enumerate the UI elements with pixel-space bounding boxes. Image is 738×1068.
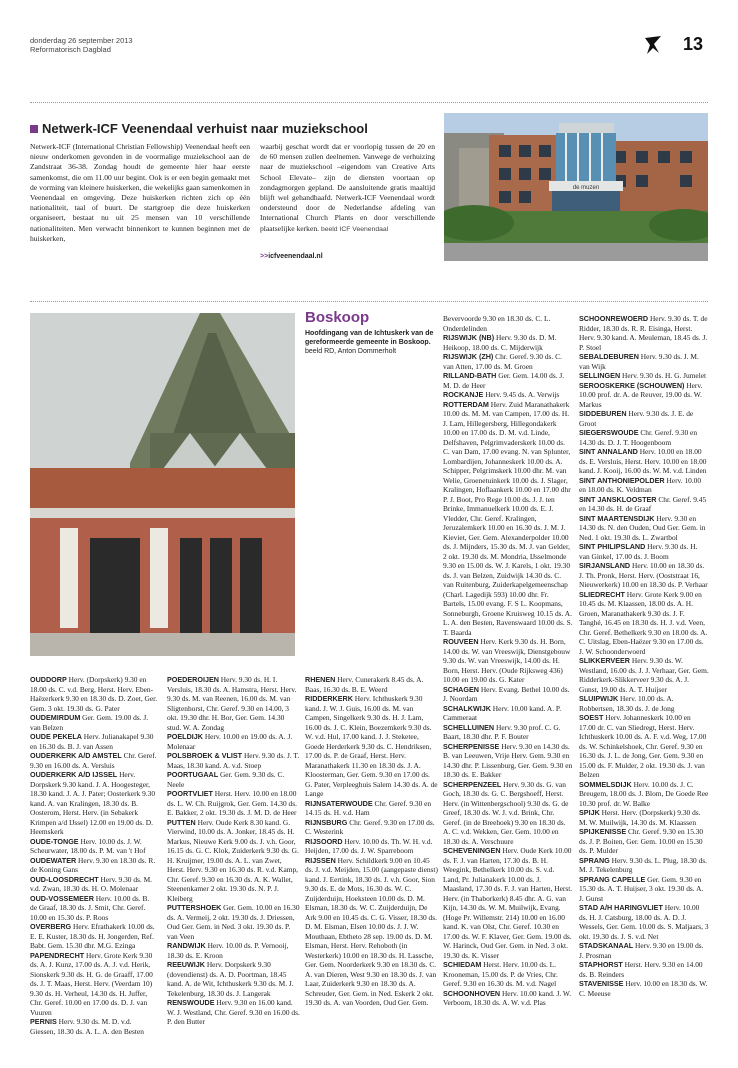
- service-times: Ger. Gem. 14.00 ds. J. M. D. de Heer: [443, 371, 565, 390]
- listing-entry: [167, 789, 300, 818]
- listing-entry: [167, 770, 300, 789]
- listing-entry: [305, 675, 438, 694]
- place-name: ROCKANJE: [443, 390, 484, 399]
- listing-entry: [30, 713, 158, 732]
- service-times: Herv. Grote Kerk 9.00 en 10.45 ds. M. Klaassen, 18.00 ds. A. H. Groen, Maranathakerk 9.30 ds. J. F. Tanghé, 16.45 en 18.30 ds. H. J. v.d. Veen, Chr. Geref. Bethelkerk 9.30 en 18.00 ds. A. C. Uitslag, Eben-Haëzer 9.30 en 17.00 ds. J. W. Schoonderwoerd: [579, 589, 708, 656]
- service-times: Herv. 9.30 ds. H. I. Versluis, 18.30 ds. A. Hamstra, Herst. Herv. 9.30 ds. M. van Reenen, 16.00 ds. M. van Sligtenhorst, Chr. Geref. 9.30 en 14.00, 3 okt. 19.30 dhr. H. Bor, Ger. Gem. 14.30 stud. W. A. Zondag: [167, 675, 297, 732]
- place-name: ROUVEEN: [443, 637, 479, 646]
- listing-column-2: [167, 675, 300, 1027]
- place-name: STAD A/H HARINGVLIET: [579, 903, 663, 912]
- service-times: Herv. 9.30 ds. M. D. v.d. Giessen, 18.30 ds. A. L. A. den Besten: [30, 1017, 144, 1036]
- listing-entry: [443, 780, 573, 847]
- service-times: Herv. Evang. Bethel 10.00 ds. J. Noordam: [443, 684, 570, 703]
- header-date: donderdag 26 september 2013: [30, 36, 133, 45]
- service-times: Herv. 9.30 en 18.30 ds. R. de Koning Gans: [30, 855, 156, 874]
- service-times: Herv. 9.30 ds. H. van Ginkel, 17.00 ds. J. Boom: [579, 542, 698, 561]
- listing-entry: [579, 780, 709, 809]
- article-column-2: [260, 142, 435, 235]
- place-name: PAPENDRECHT: [30, 950, 85, 960]
- place-name: SLIEDRECHT: [579, 589, 625, 599]
- service-times: Herv. 10.00 ds. A. Robbertsen, 18.30 ds. J. de Jong: [579, 694, 675, 713]
- photo-credit: beeld ICF Veenendaal: [320, 225, 389, 233]
- service-times: Herv. 10.00 prof. dr. A. de Reuver, 19.00 ds. W. Markus: [579, 380, 703, 409]
- article-column-1: Netwerk-ICF (International Christian Fellowship) Veenendaal heeft een nieuw onderkomen gevonden in de voormalige muziekschool aan de Zandstraat 36-38. Zondag houdt de gemeente hier haar eerste samenkomst, die om 11.00 uur begint. Ook is er een begin gemaakt met de vorming van kleinere huiskerken, die wekelijks gaan samenkomen in Veenendaal en omgeving. Deze huiskerken richten zich op één nationaliteit, taal of buurt. De startgroep die deze huiskerken organiseert, bestaat nu uit 25 mensen van 10 verschillende nationaliteiten. Men verwacht binnenkort te kunnen beginnen met de huiskerken,: [30, 142, 250, 243]
- place-name: RILLAND-BATH: [443, 371, 497, 380]
- service-times: Herv. 9.30 ds. J. T. Maas, 18.30 kand. A. v.d. Stoep: [167, 751, 300, 770]
- place-name: RHENEN: [305, 675, 336, 684]
- service-times: Herv. 9.30 ds. L. Plug, 18.30 ds. M. J. Tekelenburg: [579, 855, 708, 874]
- ichtuskerk-photo: [30, 313, 295, 656]
- service-times: Herv. 10.00 kand. A. P. Cammeraat: [443, 703, 562, 722]
- place-name: SCHOONHOVEN: [443, 988, 501, 998]
- place-name: PUTTEN: [167, 817, 196, 827]
- place-name: SELLINGEN: [579, 371, 621, 380]
- place-name: SINT JANSKLOOSTER: [579, 494, 657, 504]
- place-name: OUDDORP: [30, 675, 67, 684]
- listing-entry: [579, 656, 709, 694]
- listing-entry: [579, 875, 709, 904]
- listing-entry: [305, 856, 438, 1008]
- place-name: SIRJANSLAND: [579, 561, 631, 570]
- service-times: Herv. Oude Kerk 10.00 ds. F. J. van Harten, 17.30 ds. B. H. Weegink, Bethelkerk 10.00 ds. S. v.d. Land, Pr. Julianakerk 10.00 ds. J. Maasland, 17.30 ds. F. J. van Harten, Herst. Herv. (in Thaborkerk) 8.45 dhr. A. G. van Kijn, 14.30 ds. W. M. Muilwijk, Evang. (Hoge Pr. Willemstr. 214) 10.00 en 16.00 kand. K. van Olst, Chr. Geref. 10.30 en 17.00 ds. W. F. Klaver, Ger. Gem. 19.00 ds. W. Harinck, Oud Ger. Gem. in Ned. 3 okt. 19.30 ds. K. Visser: [443, 846, 573, 960]
- place-name: POLSBROEK & VLIST: [167, 751, 243, 760]
- service-times: Herv. Julianakapel 9.30 en 16.30 ds. B. J. van Assen: [30, 732, 154, 751]
- service-times: Chr. Geref. 9.30 en 15.30 ds. J. P. Boiten, Ger. Gem. 10.00 en 15.30 ds. P. Mulder: [579, 827, 704, 855]
- listing-entry: [167, 732, 300, 751]
- listing-entry: [443, 352, 573, 371]
- service-times: Chr. Geref. 9.45 en 14.30 ds. H. de Graaf: [579, 494, 707, 513]
- service-times: Herv. 9.30 ds. J. M. van Wijk: [579, 352, 699, 371]
- divider: [30, 102, 708, 103]
- place-name: RENSWOUDE: [167, 998, 215, 1007]
- service-times: Herv. 10.00 ds. J. W. Scheurwater, 18.00 ds. P. M. van 't Hof: [30, 836, 146, 855]
- place-name: SPIJKENISSE: [579, 827, 627, 836]
- place-name: SIEGERSWOUDE: [579, 428, 639, 437]
- link-arrow-icon: >>: [260, 253, 269, 260]
- place-name: RIJSWIJK (ZH): [443, 352, 494, 361]
- service-times: Herv. Ichthuskerk 9.30 kand. J. W. J. Guis, 16.00 ds. M. van Campen, Singelkerk 9.30 ds. H. J. Lam, 16.00 ds. J. C. Klein, Boezemkerk 9.30 ds. W. v.d. Hul, 17.00 kand. J. J. Steketee, Goede Herderkerk 9.30 ds. C. Hendriksen, 17.00 ds. P. de Graaf, Herst. Herv. Maranathakerk 11.30 en 18.30 ds. J. A. Kloosterman, Ger. Gem. 9.30 en 17.00 ds. G. Pater, Verpleeghuis Salem 14.30 ds. A. de Lange: [305, 694, 438, 798]
- listing-entry: [443, 742, 573, 780]
- service-times: Ger. Gem. 9.30 en 15.30 ds. A. T. Huijser, 3 okt. 19.30 ds. A. J. Gunst: [579, 874, 704, 903]
- service-times: Herv. Grote Kerk 9.30 ds. A. J. Kunz, 17.00 ds. A. J. v.d. Herik, Sionskerk 9.30 ds. H. G. de Graaff, 17.00 ds. J. T. Maas, Herst. Herv. (Veerdam 10) 9.30 ds. H. Verheul, 14.30 ds. H. Juffer, Chr. Geref. 10.00 en 17.00 ds. D. J. van Vuuren: [30, 950, 153, 1017]
- service-times: Herv. 10.00 en 18.30 ds. J. Th. Pronk, Herst. Herv. (Ooststraat 16, Nieuwerkerk) 10.00 en 18.30 ds. P. Verhaar: [579, 561, 708, 589]
- listing-entry: [579, 856, 709, 875]
- place-name: RANDWIJK: [167, 941, 206, 950]
- service-times: Herv. 9.30 ds. M. v.d. Zwan, 18.30 ds. H. O. Molenaar: [30, 874, 153, 893]
- service-times: Herv. Kerk 9.30 ds. H. Born, 14.00 ds. W. van Vreeswijk, Dienstgebouw 9.30 ds. W. van Vreeswijk, 14.00 ds. H. Born, Herst. Herv. (Oude Rijksweg 436) 10.00 en 19.00 ds. G. Kater: [443, 637, 571, 684]
- service-times: Herv. 10.00 ds. J. C. Breugem, 18.00 ds. J. Blom, De Goede Ree 10.30 prof. dr. W. Balke: [579, 779, 709, 808]
- listing-entry: [305, 837, 438, 856]
- listing-entry: [579, 590, 709, 657]
- service-times: Herv. 9.30 ds. G. van Goch, 18.30 ds. G. C. Bergshoeff, Herst. Herv. (in Wittenbergschool) 9.30 ds. G. de Greef, 18.30 ds. W. J. v.d. Brink, Chr. Geref. (in de Breehoek) 9.30 en 18.30 ds. A. C. v.d. Wekken, Ger. Gem. 10.00 en 18.30 ds. A. Verschuure: [443, 779, 569, 846]
- service-times: Herv. Dorpskerk 9.30 kand. J. A. Hoogesteger, 18.30 kand. J. A. J. Pater; Oosterkerk 9.30 kand. A. van Kralingen, 18.30 ds. B. Oosterom, Herst. Herv. (in Sebakerk Krimpen a/d IJssel) 12.00 en 19.00 ds. D. Heemskerk: [30, 770, 156, 836]
- listing-entry: [167, 998, 300, 1027]
- place-name: RIJNSBURG: [305, 817, 348, 827]
- place-name: RIJSSEN: [305, 855, 336, 865]
- place-name: SINT PHILIPSLAND: [579, 542, 646, 551]
- service-times: Herv. 10.00 ds. B. de Graaf, 18.30 ds. J. Smit, Chr. Geref. 10.00 en 15.30 ds. P. Roos: [30, 893, 150, 922]
- listing-column-3: [305, 675, 438, 1008]
- service-times: Herv. Johanneskerk 10.00 en 17.00 dr. C. van Sliedregt, Herst. Herv. Ichthuskerk 10.00 ds. A. F. v.d. Weg, 17.00 ds. W. Schinkelshoek, Chr. Geref. 9.30 en 16.30 ds. J. L. de Jong, Ger. Gem. 9.30 en 15.00 ds. F. Mulder, 2 okt. 19.30 ds. J. van Belzen: [579, 713, 707, 779]
- listing-entry: [443, 637, 573, 685]
- listing-entry: [30, 875, 158, 894]
- listing-entry: [167, 941, 300, 960]
- service-times: Herv. Efrathakerk 10.00 ds. E. E. Kuster, 18.30 ds. H. Jongerden, Ref. Babt. Gem. 15.30 dhr. M.G. Ezinga: [30, 922, 155, 950]
- service-times: Herv. 10.00 en 18.00 ds. K. Veldman: [579, 475, 702, 494]
- place-name: OUDERKERK A/D AMSTEL: [30, 751, 122, 760]
- listing-entry: [579, 314, 709, 352]
- listing-entry: [579, 476, 709, 495]
- service-times: Herv. 10.00 en 18.30 ds. W. C. Meeuse: [579, 979, 708, 998]
- listing-entry: [443, 723, 573, 742]
- listing-entry: [579, 352, 709, 371]
- service-times: Herst. Herv. 10.00 ds. L. Krooneman, 15.00 ds. P. de Vries, Chr. Geref. 9.30 en 16.30 ds. M. v.d. Nagel: [443, 960, 558, 988]
- divider: [30, 301, 708, 302]
- listing-entry: [443, 371, 573, 390]
- service-times: Herv. 10.00 kand. J. W. Verboom, 18.30 ds. A. W. v.d. Plas: [443, 988, 572, 1007]
- listing-entry: [579, 447, 709, 476]
- listing-entry: [30, 951, 158, 1018]
- listing-entry: [579, 371, 709, 381]
- service-times: Herst. Herv. 10.00 en 18.00 ds. L. W. Ch. Ruijgrok, Ger. Gem. 14.30 ds. E. Bakker, 2 okt. 19.30 ds. J. M. D. de Heer: [167, 789, 297, 817]
- page-header: [30, 36, 133, 54]
- service-times: Herv. 10.00 en 18.00 ds. E. Versluis, Herst. Herv. 10.00 en 18.00 kand. J. Kooij, 16.00 ds. W. M. v.d. Linden: [579, 447, 707, 475]
- page-number: 13: [683, 34, 704, 54]
- service-times: Herv. 9.30 en 14.30 ds. B. van Leeuwen, Vrije Herv. Gem. 9.30 en 14.30 dhr. P. Lissenburg, Ger. Gem. 9.30 en 18.30 ds. E. Bakker: [443, 741, 573, 779]
- place-name: SINT ANNALAND: [579, 447, 638, 456]
- service-times: Herv. 10.00 ds. P. Vernooij, 18.30 ds. E. Kroon: [167, 941, 289, 960]
- place-name: SCHEVENINGEN: [443, 846, 501, 855]
- service-times: Herv. 9.30 ds. H. G. Jumelet: [622, 371, 707, 380]
- listing-column-1: [30, 675, 158, 1036]
- listing-entry: [30, 856, 158, 875]
- listing-entry: [167, 960, 300, 998]
- place-name: POORTVLIET: [167, 789, 213, 798]
- place-name: SPIJK: [579, 808, 600, 817]
- place-name: OUDE-TONGE: [30, 836, 79, 846]
- listing-entry: [443, 685, 573, 704]
- place-name: SLIKKERVEER: [579, 656, 630, 665]
- place-name: SPRANG CAPELLE: [579, 874, 646, 884]
- service-times: Chr. Geref. 9.30 en 14.30 ds. D. J. T. Hoogenboom: [579, 428, 698, 447]
- service-times: Herv. Cunerakerk 8.45 ds. A. Baas, 16.30 ds. B. E. Weerd: [305, 675, 424, 694]
- service-times: Ger. Gem. 10.00 en 16.30 ds. A. Vermeij, 2 okt. 19.30 ds. J. Driessen, Oud Ger. Gem. in Ned. 3 okt. 19.30 ds. P. van Veen: [167, 903, 300, 941]
- music-school-photo: [444, 113, 708, 261]
- service-times: Herv. 9.30 ds. J. E. de Groot: [579, 409, 694, 428]
- place-name: STADSKANAAL: [579, 941, 634, 950]
- place-name: POORTUGAAL: [167, 770, 219, 779]
- place-name: RIJSOORD: [305, 836, 343, 846]
- service-times: Herv. Zuid Maranathakerk 10.00 ds. M. M. van Campen, 17.00 ds. H. J. Lam, Hillegersberg, Hillegondakerk 10.00 en 17.00 ds. D. M. v.d. Linde, Delfshaven, Pelgrimvaderskerk 10.00 ds. C. van Dam, 17.00 evang. N. van Splunter, Lombardijen, Johanneskerk 10.00 ds. A. Schipper, Pelgrimskerk 10.00 dhr. M. van Welie, Groenetuinkerk 10.00 ds. J. Slager, Kralingen, Hoflaankerk 10.00 en 17.00 dhr P. J. Boot, Pro Rege 10.00 ds. J. J. ten Brinke, Immanuelkerk 10.00 ds. E. J. Vledder, Chr. Geref. Kralingen, Jeruzalemkerk 10.00 en 16.30 ds. J. M. J. Kieviet, Ger. Gem. Alexanderpolder 10.00 ds. J. Mijnders, 15.30 ds. M. J. van Gelder, 2 okt. 19.30 ds. M. Mondria, IJsselmonde 9.30 en 15.00 ds. W. J. Karels, 1 okt. 19.30 ds. J. van Belzen, Zuidwijk 14.30 ds. C. van Ruitenburg, Zuiderkapelgemeenschap (Charl. Lagedijk 593) 10.00 dhr. Fr. Bartels, 15.00 evang. F. S L. Koopmans, Sonneburgh, Groene Kruisweg 10.15 ds. A. L. A. den Besten, Ravenswaard 10.00 ds. S. T. Baarda: [443, 399, 573, 637]
- place-name: SIDDEBUREN: [579, 409, 627, 418]
- place-name: SOMMELSDIJK: [579, 779, 632, 789]
- service-times: Herv. 9.30 en 16.00 kand. W. J. Westland, Chr. Geref. 9.30 en 16.00 ds. P. den Butter: [167, 998, 300, 1026]
- place-name: SCHELLUINEN: [443, 722, 495, 732]
- place-name: OUD-LOOSDRECHT: [30, 874, 99, 884]
- listing-entry: [443, 846, 573, 960]
- listing-entry: [579, 542, 709, 561]
- service-times: Herv. 9.30 ds. D. M. Heikoop, 18.00 ds. C. Mijderwijk: [443, 333, 557, 352]
- listing-entry: [579, 827, 709, 856]
- place-name: SCHALKWIJK: [443, 703, 491, 713]
- listing-entry: [30, 751, 158, 770]
- place-name: SPRANG: [579, 855, 610, 865]
- listing-entry: [579, 903, 709, 941]
- listing-entry: [579, 561, 709, 590]
- place-name: RIDDERKERK: [305, 694, 353, 703]
- article-link[interactable]: [260, 253, 323, 260]
- listing-entry: [30, 1017, 158, 1036]
- listing-entry: [579, 381, 709, 410]
- listing-entry: [167, 751, 300, 770]
- listing-entry: [167, 903, 300, 941]
- service-times: Chr. Geref. 9.30 en 14.15 ds. H. v.d. Ham: [305, 798, 432, 817]
- listing-entry: [579, 713, 709, 780]
- listing-column-5: [579, 314, 709, 998]
- listing-entry: [443, 390, 573, 400]
- article-title: [30, 121, 410, 136]
- place-name: ROTTERDAM: [443, 399, 489, 409]
- place-name: OUDEWATER: [30, 855, 77, 865]
- service-times: Bevervoorde 9.30 en 18.30 ds. C. L. Onderdelinden: [443, 314, 551, 333]
- section-logo-icon: [643, 35, 663, 55]
- place-name: RIJSWIJK (NB): [443, 333, 495, 342]
- place-name: RIJNSATERWOUDE: [305, 798, 373, 808]
- listing-column-4: [443, 314, 573, 1008]
- service-times: Herv. 10.00 ds. H. J. Catsburg, 18.00 ds. A. D. J. Wessels, Ger. Gem. 10.00 ds. S. Maljaars, 3 okt. 19.30 ds. J. S. v.d. Net: [579, 903, 709, 941]
- listing-entry: [579, 409, 709, 428]
- listing-entry: [305, 694, 438, 799]
- service-times: Herv. 10.00 en 19.00 ds. A. J. Molenaar: [167, 732, 293, 751]
- caption-credit: beeld RD, Anton Dommerholt: [305, 347, 397, 355]
- service-times: Herv. 9.30 prof. C. G. Baart, 18.30 dhr. P. F. Bouter: [443, 722, 561, 741]
- listing-entry: [30, 837, 158, 856]
- listing-entry: [579, 979, 709, 998]
- listing-entry: [167, 675, 300, 732]
- listing-entry: [579, 808, 709, 827]
- place-name: SLUIPWIJK: [579, 694, 619, 703]
- bullet-square-icon: [30, 125, 38, 133]
- place-name: PUTTERSHOEK: [167, 903, 222, 912]
- place-name: SEROOSKERKE (SCHOUWEN): [579, 380, 685, 390]
- listing-entry: [167, 818, 300, 904]
- service-times: Herv. (Dorpskerk) 9.30 en 18.00 ds. C. v.d. Berg, Herst. Herv. Eben-Haëzerkerk 9.30 en 18.30 ds. D. Zoet, Ger. Gem. 3 okt. 19.30 ds. G. Pater: [30, 675, 158, 713]
- listing-entry: [443, 333, 573, 352]
- place-name: SINT MAARTENSDIJK: [579, 513, 655, 523]
- place-name: OUDEMIRDUM: [30, 713, 81, 722]
- listing-entry: [579, 960, 709, 979]
- header-paper: Reformatorisch Dagblad: [30, 45, 111, 54]
- place-name: OUDE PEKELA: [30, 732, 82, 741]
- place-name: SCHERPENZEEL: [443, 779, 502, 789]
- place-name: REEUWIJK: [167, 960, 205, 969]
- place-name: POEDEROIJEN: [167, 675, 219, 684]
- listing-entry: [443, 704, 573, 723]
- listing-entry: [579, 495, 709, 514]
- listing-entry: [579, 514, 709, 543]
- service-times: Herv. 9.30 ds. T. de Ridder, 18.30 ds. R. R. Eisinga, Herst. Herv. 9.30 kand. A. Meuleman, 18.45 ds. J. P. Stoel: [579, 314, 708, 352]
- listing-entry: [443, 989, 573, 1008]
- building-sign: de muzen: [572, 185, 600, 191]
- place-name: STAVENISSE: [579, 979, 624, 988]
- place-name: PERNIS: [30, 1017, 57, 1026]
- service-times: Ger. Gem. 19.00 ds. J. van Belzen: [30, 713, 149, 732]
- place-name: OUDERKERK A/D IJSSEL: [30, 770, 118, 779]
- place-name: SCHERPENISSE: [443, 741, 500, 751]
- service-times: Herv. 9.30 en 14.30 ds. N. den Ouden, Oud Ger. Gem. in Ned. 1 okt. 19.30 ds. L. Zwartbol: [579, 513, 706, 542]
- place-name: SOEST: [579, 713, 604, 722]
- place-name: SCHOONREWOERD: [579, 314, 649, 323]
- article-title-text: Netwerk-ICF Veenendaal verhuist naar muziekschool: [42, 121, 368, 136]
- service-times: Herst. Herv. 9.30 en 14.00 ds. B. Reinders: [579, 960, 703, 979]
- article-body: waarbij geschat wordt dat er voorlopig tussen de 20 en de 60 mensen zullen deelnemen. Vanwege de verhuizing naar de muziekschool –eigendom van Creative Arts School Elevate– zijn de diensten voortaan op zondagmorgen gepland. De aansluitende gratis maaltijd blijft wel gehandhaafd. Netwerk-ICF Veenendaal wordt ondersteund door de Nederlandse afdeling van International Church Plants en door verschillende plaatselijke kerken.: [260, 142, 435, 233]
- place-name: OVERBERG: [30, 922, 72, 931]
- link-url: icfveenendaal.nl: [268, 253, 323, 260]
- listing-entry: [305, 818, 438, 837]
- service-times: Herv. Oude Kerk 8.30 kand. G. Vierwind, 10.00 ds. A. Jonker, 18.45 ds. H. Markus, Nieuwe Kerk 9.00 ds. J. v.h. Goor, 16.15 ds. G. C. Klok, Zuiderkerk 9.30 ds. G. H. Kruijmer, 19.00 ds. A. L. van Zwet, Herst. Herv. 9.30 en 16.30 ds. R. v.d. Kamp, Chr. Geref. 9.30 en 16.30 ds. A. K. Wallet, Steenenkamer 2 okt. 19.30 ds. N. P. J. Kleiberg: [167, 817, 299, 903]
- listing-entry: [30, 732, 158, 751]
- service-times: Herst. Herv. (Dorpskerk) 9.30 ds. M. W. Muilwijk, 14.30 ds. M. Klaassen: [579, 808, 701, 827]
- listing-entry: [30, 922, 158, 951]
- section-title: Boskoop: [305, 309, 370, 326]
- caption-text: Hoofdingang van de Ichtuskerk van de gereformeerde gemeente in Boskoop.: [305, 330, 434, 346]
- listing-entry: [579, 428, 709, 447]
- service-times: Chr. Geref. 9.30 en 16.00 ds. A. Versluis: [30, 751, 157, 770]
- listing-entry: [579, 941, 709, 960]
- listing-entry: [443, 314, 573, 333]
- place-name: SCHIEDAM: [443, 960, 482, 969]
- listing-entry: [30, 675, 158, 713]
- listing-entry: [443, 400, 573, 638]
- listing-entry: [30, 894, 158, 923]
- service-times: Herv. 10.00 ds. Th. W. H. v.d. Heijden, 17.00 ds. J. W. Sparreboom: [305, 836, 433, 855]
- service-times: Ger. Gem. 9.30 ds. C. Neele: [167, 770, 285, 789]
- service-times: Herv. 9.45 ds. A. Verwijs: [485, 390, 560, 399]
- photo-caption: [305, 330, 440, 356]
- place-name: SCHAGEN: [443, 684, 479, 694]
- service-times: Herv. Dorpskerk 9.30 (dovendienst) ds. A. D. Poortman, 18.45 kand. A. de Wit, Ichthuskerk 9.30 ds. M. J. Tekelenburg, 18.30 ds. J. Langerak: [167, 960, 294, 998]
- place-name: SEBALDEBUREN: [579, 352, 639, 361]
- place-name: SINT ANTHONIEPOLDER: [579, 475, 665, 485]
- listing-entry: [579, 694, 709, 713]
- service-times: Chr. Geref. 9.30 ds. C. van Atten, 17.00 ds. M. Groen: [443, 352, 562, 371]
- listing-entry: [30, 770, 158, 837]
- listing-entry: [305, 799, 438, 818]
- place-name: STAPHORST: [579, 960, 623, 969]
- service-times: Chr. Geref. 9.30 en 17.00 ds. C. Westerink: [305, 817, 435, 836]
- service-times: Herv. 9.30 ds. W. Westland, 16.00 ds. J. J. Verhaar, Ger. Gem. Ridderkerk-Slikkerveer 9.30 ds. A. J. Gunst, 19.00 ds. A. T. Huijser: [579, 656, 709, 694]
- service-times: Herv. Schildkerk 9.00 en 10.45 ds. J. v.d. Meijden, 15.00 (aangepaste dienst) kand. J. Eertink, 18.30 ds. J. v.h. Goor, Sion 9.30 ds. E. de Mots, 16.30 ds. W. C. Zuijderduijn, Hoeksteen 10.00 ds. D. M. Elsman, 18.30 ds. W. C. Zuijderduijn, De Ark 9.00 en 10.45 ds. C. G. Visser, 18.30 ds. D. M. Elsman, Elsen 10.00 ds. J. J. W. Mouthaan, Ebtheto 28 sep. 19.00 ds. D. M. Elsman, Herst. Herv. Rehoboth (in Westerkerk) 10.00 en 18.30 ds. H. Lassche, Ger. Gem. Noorderkerk 9.30 en 18.30 ds. C. A. van Dieren, West 9.30 en 18.30 ds. J. van Laar, Zuiderkerk 9.30 en 18.30 ds. A. Schreuder, Ger. Gem. in Ned. Eskerk 2 okt. 19.30 ds. A. van Voorden, Oud Ger. Gem.: [305, 855, 438, 1007]
- place-name: POELDIJK: [167, 732, 203, 741]
- service-times: Herv. 9.30 en 19.00 ds. J. Prosman: [579, 941, 704, 960]
- listing-entry: [443, 960, 573, 989]
- place-name: OUD-VOSSEMEER: [30, 893, 94, 903]
